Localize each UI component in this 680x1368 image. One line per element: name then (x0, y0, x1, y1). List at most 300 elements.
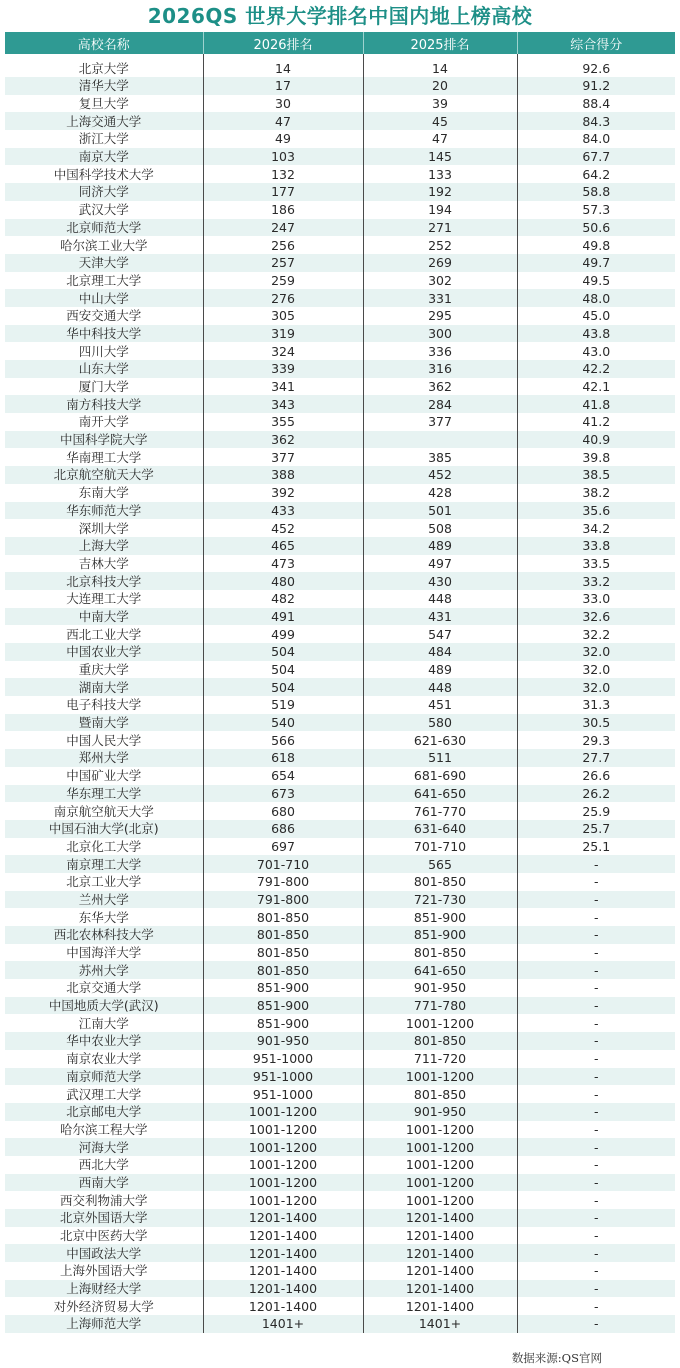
university-name: 南京师范大学 (66, 1068, 142, 1084)
rank-2026: 17 (203, 77, 363, 95)
table-row (5, 1280, 675, 1298)
rank-2025: 1201-1400 (363, 1262, 517, 1280)
university-name: 河海大学 (78, 1139, 129, 1155)
table-row (5, 95, 675, 113)
overall-score: 57.3 (517, 201, 675, 219)
overall-score: 25.1 (517, 838, 675, 856)
table-row (5, 555, 675, 573)
rank-2025: 316 (363, 360, 517, 378)
rank-2026: 186 (203, 201, 363, 219)
rank-2026: 566 (203, 731, 363, 749)
rank-2025: 565 (363, 855, 517, 873)
rank-2025: 331 (363, 289, 517, 307)
overall-score: - (517, 1156, 675, 1174)
table-row (5, 643, 675, 661)
rank-2025: 681-690 (363, 767, 517, 785)
overall-score: 49.5 (517, 272, 675, 290)
overall-score: - (517, 1103, 675, 1121)
university-name: 西交利物浦大学 (59, 1192, 148, 1208)
table-row (5, 749, 675, 767)
university-name: 中国农业大学 (66, 644, 142, 660)
overall-score: - (517, 891, 675, 909)
rank-2026: 618 (203, 749, 363, 767)
rank-2025: 448 (363, 590, 517, 608)
overall-score: 41.2 (517, 413, 675, 431)
table-row (5, 997, 675, 1015)
overall-score: - (517, 926, 675, 944)
rank-2026: 47 (203, 112, 363, 130)
rank-2025: 385 (363, 448, 517, 466)
table-row (5, 342, 675, 360)
university-name: 苏州大学 (78, 962, 129, 978)
overall-score: 32.0 (517, 661, 675, 679)
table-row (5, 678, 675, 696)
university-name: 北京邮电大学 (66, 1104, 142, 1120)
university-name: 北京航空航天大学 (53, 467, 154, 483)
table-row (5, 891, 675, 909)
rank-2026: 1201-1400 (203, 1227, 363, 1245)
rank-2026: 654 (203, 767, 363, 785)
overall-score: - (517, 1315, 675, 1333)
column-header-overall-score: 综合得分 (517, 32, 675, 54)
university-name: 中山大学 (78, 290, 129, 306)
rank-2026: 1001-1200 (203, 1121, 363, 1139)
rank-2025: 145 (363, 148, 517, 166)
rank-2025: 284 (363, 395, 517, 413)
table-row (5, 838, 675, 856)
rank-2025 (363, 431, 517, 449)
rank-2025: 801-850 (363, 944, 517, 962)
rank-2026: 504 (203, 661, 363, 679)
rank-2025: 1001-1200 (363, 1191, 517, 1209)
rank-2026: 482 (203, 590, 363, 608)
rank-2025: 641-650 (363, 785, 517, 803)
university-name: 北京化工大学 (66, 838, 142, 854)
rank-2026: 343 (203, 395, 363, 413)
table-row (5, 272, 675, 290)
overall-score: - (517, 1068, 675, 1086)
rank-2026: 377 (203, 448, 363, 466)
rank-2026: 851-900 (203, 979, 363, 997)
rank-2025: 547 (363, 625, 517, 643)
university-name: 华东理工大学 (66, 785, 142, 801)
university-name: 天津大学 (78, 255, 129, 271)
overall-score: 49.8 (517, 236, 675, 254)
overall-score: 34.2 (517, 519, 675, 537)
rank-2026: 851-900 (203, 997, 363, 1015)
rank-2025: 295 (363, 307, 517, 325)
overall-score: 32.2 (517, 625, 675, 643)
overall-score: 27.7 (517, 749, 675, 767)
rank-2026: 1201-1400 (203, 1244, 363, 1262)
overall-score: 49.7 (517, 254, 675, 272)
rank-2025: 851-900 (363, 908, 517, 926)
university-name: 中国海洋大学 (66, 945, 142, 961)
rank-2025: 801-850 (363, 1085, 517, 1103)
overall-score: - (517, 1244, 675, 1262)
university-name: 中国人民大学 (66, 732, 142, 748)
overall-score: - (517, 1227, 675, 1245)
university-name: 中国科学院大学 (59, 432, 148, 448)
rank-2026: 14 (203, 54, 363, 77)
university-name: 华南理工大学 (66, 449, 142, 465)
rank-2025: 1001-1200 (363, 1156, 517, 1174)
column-header-rank-2025: 2025排名 (363, 32, 517, 54)
table-row (5, 254, 675, 272)
overall-score: - (517, 873, 675, 891)
rank-2025: 448 (363, 678, 517, 696)
university-name: 北京中医药大学 (59, 1228, 148, 1244)
overall-score: 48.0 (517, 289, 675, 307)
university-name: 西北大学 (78, 1157, 129, 1173)
table-row (5, 590, 675, 608)
rank-2025: 1001-1200 (363, 1068, 517, 1086)
table-row (5, 1085, 675, 1103)
rank-2026: 1001-1200 (203, 1174, 363, 1192)
rank-2025: 497 (363, 555, 517, 573)
rank-2026: 247 (203, 219, 363, 237)
university-name: 南方科技大学 (66, 396, 142, 412)
rank-2025: 489 (363, 661, 517, 679)
rank-2026: 256 (203, 236, 363, 254)
rank-2025: 133 (363, 165, 517, 183)
overall-score: 43.0 (517, 342, 675, 360)
rank-2026: 504 (203, 678, 363, 696)
university-name: 兰州大学 (78, 891, 129, 907)
rank-2025: 721-730 (363, 891, 517, 909)
rank-2025: 1401+ (363, 1315, 517, 1333)
overall-score: 38.5 (517, 466, 675, 484)
university-name: 中国政法大学 (66, 1245, 142, 1261)
rank-2026: 1201-1400 (203, 1297, 363, 1315)
table-row (5, 77, 675, 95)
rank-2025: 452 (363, 466, 517, 484)
table-row (5, 431, 675, 449)
university-name: 北京交通大学 (66, 980, 142, 996)
table-row (5, 130, 675, 148)
overall-score: - (517, 979, 675, 997)
table-row (5, 944, 675, 962)
table-row (5, 219, 675, 237)
overall-score: - (517, 1050, 675, 1068)
rank-2026: 673 (203, 785, 363, 803)
rank-2025: 641-650 (363, 961, 517, 979)
column-header-university: 高校名称 (5, 32, 203, 54)
university-name: 重庆大学 (78, 662, 129, 678)
rank-2026: 177 (203, 183, 363, 201)
rank-2025: 501 (363, 502, 517, 520)
rank-2026: 951-1000 (203, 1050, 363, 1068)
university-name: 北京理工大学 (66, 272, 142, 288)
rank-2025: 428 (363, 484, 517, 502)
rank-2025: 761-770 (363, 802, 517, 820)
table-row (5, 1244, 675, 1262)
rank-2025: 362 (363, 378, 517, 396)
table-row (5, 1068, 675, 1086)
overall-score: 38.2 (517, 484, 675, 502)
university-name: 吉林大学 (78, 555, 129, 571)
rank-2025: 711-720 (363, 1050, 517, 1068)
table-row (5, 289, 675, 307)
rank-2026: 901-950 (203, 1032, 363, 1050)
rank-2025: 1001-1200 (363, 1121, 517, 1139)
rank-2026: 1201-1400 (203, 1280, 363, 1298)
rank-2025: 801-850 (363, 873, 517, 891)
university-name: 北京科技大学 (66, 573, 142, 589)
rank-2025: 484 (363, 643, 517, 661)
rank-2025: 621-630 (363, 731, 517, 749)
data-source-note: 数据来源:QS官网 (511, 1351, 602, 1365)
university-name: 厦门大学 (78, 379, 129, 395)
rank-2026: 491 (203, 608, 363, 626)
university-name: 湖南大学 (78, 679, 129, 695)
table-row (5, 448, 675, 466)
overall-score: 25.7 (517, 820, 675, 838)
university-name: 武汉理工大学 (66, 1086, 142, 1102)
rank-2026: 259 (203, 272, 363, 290)
table-row (5, 855, 675, 873)
university-name: 上海大学 (78, 538, 129, 554)
table-row (5, 378, 675, 396)
overall-score: - (517, 1121, 675, 1139)
rank-2025: 194 (363, 201, 517, 219)
table-row (5, 148, 675, 166)
rank-2026: 680 (203, 802, 363, 820)
table-row (5, 1050, 675, 1068)
rank-2026: 319 (203, 325, 363, 343)
university-name: 对外经济贸易大学 (53, 1298, 154, 1314)
rank-2025: 701-710 (363, 838, 517, 856)
rank-2025: 192 (363, 183, 517, 201)
rank-2025: 336 (363, 342, 517, 360)
rank-2026: 276 (203, 289, 363, 307)
rank-2026: 1401+ (203, 1315, 363, 1333)
university-name: 华中科技大学 (66, 325, 142, 341)
overall-score: - (517, 961, 675, 979)
table-row (5, 307, 675, 325)
rank-2026: 257 (203, 254, 363, 272)
rank-2025: 1201-1400 (363, 1297, 517, 1315)
rank-2026: 801-850 (203, 961, 363, 979)
rank-2025: 851-900 (363, 926, 517, 944)
rank-2025: 489 (363, 537, 517, 555)
university-name: 清华大学 (78, 78, 129, 94)
university-name: 上海师范大学 (66, 1316, 142, 1332)
overall-score: 29.3 (517, 731, 675, 749)
overall-score: 33.2 (517, 572, 675, 590)
rank-2026: 132 (203, 165, 363, 183)
table-row (5, 820, 675, 838)
rank-2025: 300 (363, 325, 517, 343)
rank-2026: 392 (203, 484, 363, 502)
overall-score: 50.6 (517, 219, 675, 237)
university-name: 郑州大学 (78, 750, 129, 766)
table-row (5, 519, 675, 537)
university-name: 哈尔滨工业大学 (59, 237, 148, 253)
university-name: 上海交通大学 (66, 113, 142, 129)
rank-2025: 430 (363, 572, 517, 590)
overall-score: - (517, 1297, 675, 1315)
table-row (5, 1262, 675, 1280)
page-title: 2026QS 世界大学排名中国内地上榜高校 (147, 4, 533, 28)
university-name: 西安交通大学 (66, 308, 142, 324)
university-name: 大连理工大学 (66, 591, 142, 607)
university-name: 北京外国语大学 (59, 1210, 148, 1226)
overall-score: 31.3 (517, 696, 675, 714)
table-row (5, 395, 675, 413)
overall-score: 84.3 (517, 112, 675, 130)
overall-score: - (517, 908, 675, 926)
rank-2025: 901-950 (363, 979, 517, 997)
rank-2026: 701-710 (203, 855, 363, 873)
overall-score: - (517, 997, 675, 1015)
rank-2025: 1001-1200 (363, 1138, 517, 1156)
rank-2025: 47 (363, 130, 517, 148)
university-name: 浙江大学 (78, 131, 129, 147)
overall-score: 84.0 (517, 130, 675, 148)
table-row (5, 360, 675, 378)
table-row (5, 608, 675, 626)
rank-2026: 697 (203, 838, 363, 856)
university-name: 上海财经大学 (66, 1281, 142, 1297)
rank-2025: 1201-1400 (363, 1209, 517, 1227)
table-row (5, 961, 675, 979)
table-row (5, 1297, 675, 1315)
overall-score: - (517, 1014, 675, 1032)
overall-score: - (517, 1138, 675, 1156)
rank-2025: 269 (363, 254, 517, 272)
overall-score: 42.2 (517, 360, 675, 378)
rank-2026: 103 (203, 148, 363, 166)
overall-score: - (517, 1280, 675, 1298)
rank-2026: 1001-1200 (203, 1156, 363, 1174)
rank-2026: 1001-1200 (203, 1138, 363, 1156)
university-name: 山东大学 (78, 361, 129, 377)
rank-2026: 49 (203, 130, 363, 148)
overall-score: 26.2 (517, 785, 675, 803)
overall-score: 25.9 (517, 802, 675, 820)
table-row (5, 1156, 675, 1174)
rank-2026: 1001-1200 (203, 1191, 363, 1209)
overall-score: 33.0 (517, 590, 675, 608)
university-name: 南京大学 (78, 149, 129, 165)
table-row (5, 1209, 675, 1227)
table-row (5, 236, 675, 254)
table-row (5, 625, 675, 643)
overall-score: 88.4 (517, 95, 675, 113)
table-row (5, 1174, 675, 1192)
university-name: 东华大学 (78, 909, 129, 925)
rank-2026: 499 (203, 625, 363, 643)
rank-2025: 20 (363, 77, 517, 95)
rank-2026: 791-800 (203, 873, 363, 891)
rank-2026: 519 (203, 696, 363, 714)
overall-score: 33.8 (517, 537, 675, 555)
university-name: 哈尔滨工程大学 (59, 1121, 148, 1137)
rank-2025: 508 (363, 519, 517, 537)
university-name: 暨南大学 (78, 715, 129, 731)
university-name: 南开大学 (78, 414, 129, 430)
table-row (5, 537, 675, 555)
rank-2025: 511 (363, 749, 517, 767)
rank-2026: 30 (203, 95, 363, 113)
table-row (5, 413, 675, 431)
overall-score: - (517, 1209, 675, 1227)
table-row (5, 908, 675, 926)
table-row (5, 1121, 675, 1139)
overall-score: 45.0 (517, 307, 675, 325)
overall-score: 67.7 (517, 148, 675, 166)
rank-2025: 302 (363, 272, 517, 290)
rank-2026: 540 (203, 714, 363, 732)
overall-score: 42.1 (517, 378, 675, 396)
rank-2026: 686 (203, 820, 363, 838)
rank-2025: 1001-1200 (363, 1014, 517, 1032)
table-row (5, 785, 675, 803)
overall-score: - (517, 855, 675, 873)
table-row (5, 1138, 675, 1156)
rank-2026: 1201-1400 (203, 1262, 363, 1280)
rank-2026: 339 (203, 360, 363, 378)
university-name: 华中农业大学 (66, 1033, 142, 1049)
table-row (5, 767, 675, 785)
table-row (5, 926, 675, 944)
table-row (5, 572, 675, 590)
table-row (5, 731, 675, 749)
table-body (5, 54, 675, 1333)
rank-2026: 341 (203, 378, 363, 396)
overall-score: 26.6 (517, 767, 675, 785)
table-row (5, 661, 675, 679)
university-name: 四川大学 (78, 343, 129, 359)
table-row (5, 183, 675, 201)
overall-score: - (517, 1085, 675, 1103)
university-name: 中国地质大学(武汉) (48, 998, 159, 1014)
rank-2026: 951-1000 (203, 1085, 363, 1103)
table-row (5, 484, 675, 502)
table-row (5, 979, 675, 997)
rank-2026: 801-850 (203, 944, 363, 962)
table-row (5, 1103, 675, 1121)
overall-score: 41.8 (517, 395, 675, 413)
overall-score: 33.5 (517, 555, 675, 573)
table-row (5, 1227, 675, 1245)
overall-score: 32.0 (517, 678, 675, 696)
rank-2026: 801-850 (203, 926, 363, 944)
column-header-rank-2026: 2026排名 (203, 32, 363, 54)
overall-score: 58.8 (517, 183, 675, 201)
rank-2026: 801-850 (203, 908, 363, 926)
table-row (5, 1014, 675, 1032)
rank-2026: 480 (203, 572, 363, 590)
university-name: 东南大学 (78, 485, 129, 501)
rank-2025: 431 (363, 608, 517, 626)
rank-2026: 473 (203, 555, 363, 573)
rank-2026: 504 (203, 643, 363, 661)
overall-score: 32.6 (517, 608, 675, 626)
university-name: 复旦大学 (78, 96, 129, 112)
university-name: 中国矿业大学 (66, 768, 142, 784)
overall-score: 43.8 (517, 325, 675, 343)
university-name: 西南大学 (78, 1174, 129, 1190)
table-row (5, 802, 675, 820)
university-name: 华东师范大学 (66, 502, 142, 518)
table-row (5, 112, 675, 130)
university-name: 西北农林科技大学 (53, 927, 154, 943)
rank-2025: 1201-1400 (363, 1280, 517, 1298)
university-name: 北京师范大学 (66, 219, 142, 235)
overall-score: 30.5 (517, 714, 675, 732)
